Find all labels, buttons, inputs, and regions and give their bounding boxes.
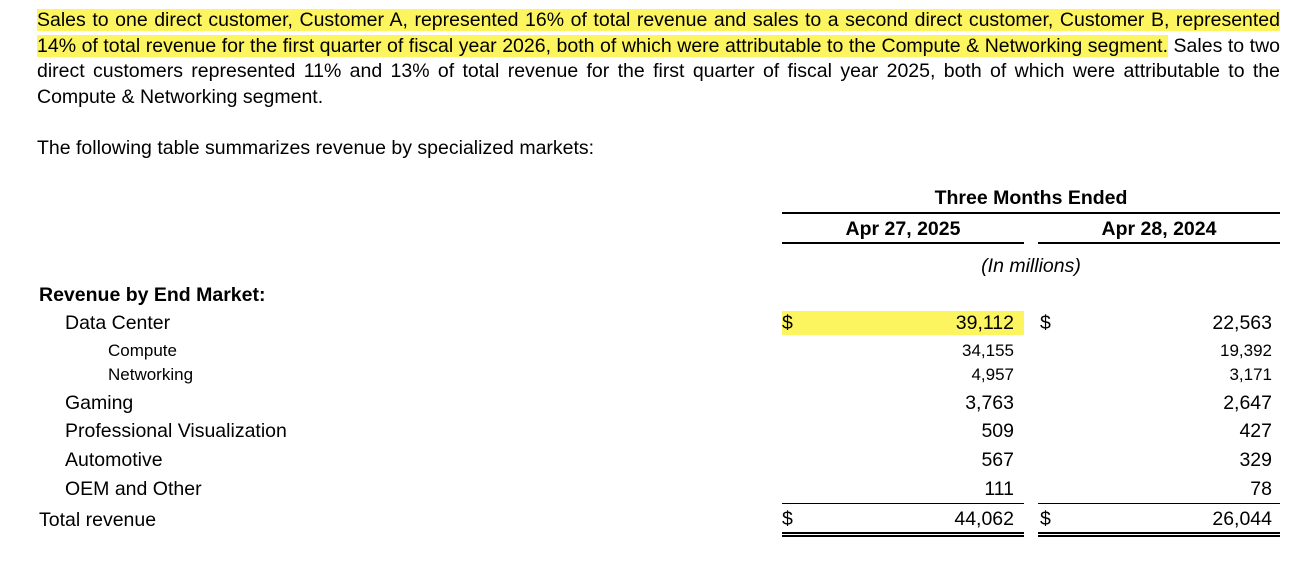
currency-symbol: $: [1040, 508, 1051, 530]
value-networking-2025: 4,957: [971, 365, 1014, 384]
column-rule-2: [1038, 242, 1280, 244]
value-total-revenue-2025: 44,062: [954, 508, 1014, 530]
customer-concentration-paragraph: [37, 8, 1280, 110]
currency-symbol: $: [1040, 312, 1051, 334]
period-header: Three Months Ended: [934, 187, 1128, 209]
value-automotive-2025: 567: [981, 449, 1014, 471]
subtotal-rule-1: [782, 503, 1024, 504]
currency-symbol: $: [782, 508, 793, 530]
row-label-professional-visualization: Professional Visualization: [65, 420, 287, 442]
table-intro-text: The following table summarizes revenue by specialized markets:: [37, 137, 595, 159]
value-automotive-2024: 329: [1239, 449, 1272, 471]
value-gaming-2025: 3,763: [965, 392, 1014, 414]
total-double-rule-2b: [1038, 535, 1280, 537]
row-label-total-revenue: Total revenue: [39, 509, 157, 531]
total-double-rule-2a: [1038, 532, 1280, 534]
unit-label: (In millions): [981, 255, 1081, 277]
row-label-oem-and-other: OEM and Other: [65, 478, 202, 500]
value-networking-2024: 3,171: [1229, 365, 1272, 384]
value-data-center-2024: 22,563: [1212, 312, 1272, 334]
value-oem-and-other-2025: 111: [984, 478, 1014, 500]
total-double-rule-1b: [782, 535, 1024, 537]
column-header-apr-27-2025: Apr 27, 2025: [845, 218, 961, 240]
value-gaming-2024: 2,647: [1223, 392, 1272, 414]
value-compute-2025: 34,155: [962, 341, 1014, 360]
column-rule-1: [782, 242, 1024, 244]
value-compute-2024: 19,392: [1220, 341, 1272, 360]
row-label-networking: Networking: [108, 365, 194, 384]
row-label-automotive: Automotive: [65, 449, 163, 471]
section-heading: Revenue by End Market:: [39, 284, 266, 306]
value-data-center-2025: 39,112: [955, 312, 1014, 334]
currency-symbol: $: [782, 312, 793, 334]
column-header-apr-28-2024: Apr 28, 2024: [1101, 218, 1217, 240]
value-professional-visualization-2024: 427: [1239, 420, 1272, 442]
value-total-revenue-2024: 26,044: [1212, 508, 1272, 530]
total-double-rule-1a: [782, 532, 1024, 534]
value-oem-and-other-2024: 78: [1250, 478, 1272, 500]
subtotal-rule-2: [1038, 503, 1280, 504]
row-label-data-center: Data Center: [65, 312, 171, 334]
highlighted-text: Sales to one direct customer, Customer A, represented 16% of total revenue and sales to a second direct customer, Customer B, represented 14% of total revenue for the first quarter of fiscal year 2026, both of which were attributable to the Compute & Networking segment.: [37, 9, 1280, 57]
row-label-gaming: Gaming: [65, 392, 134, 414]
header-rule: [782, 212, 1280, 214]
value-professional-visualization-2025: 509: [981, 420, 1014, 442]
row-label-compute: Compute: [108, 341, 177, 360]
paragraph-text: Sales to two direct customers represented 11% and 13% of total revenue for the first quarter of fiscal year 2025, both of which were attributable to the Compute & Networking segment.: [37, 34, 1280, 108]
